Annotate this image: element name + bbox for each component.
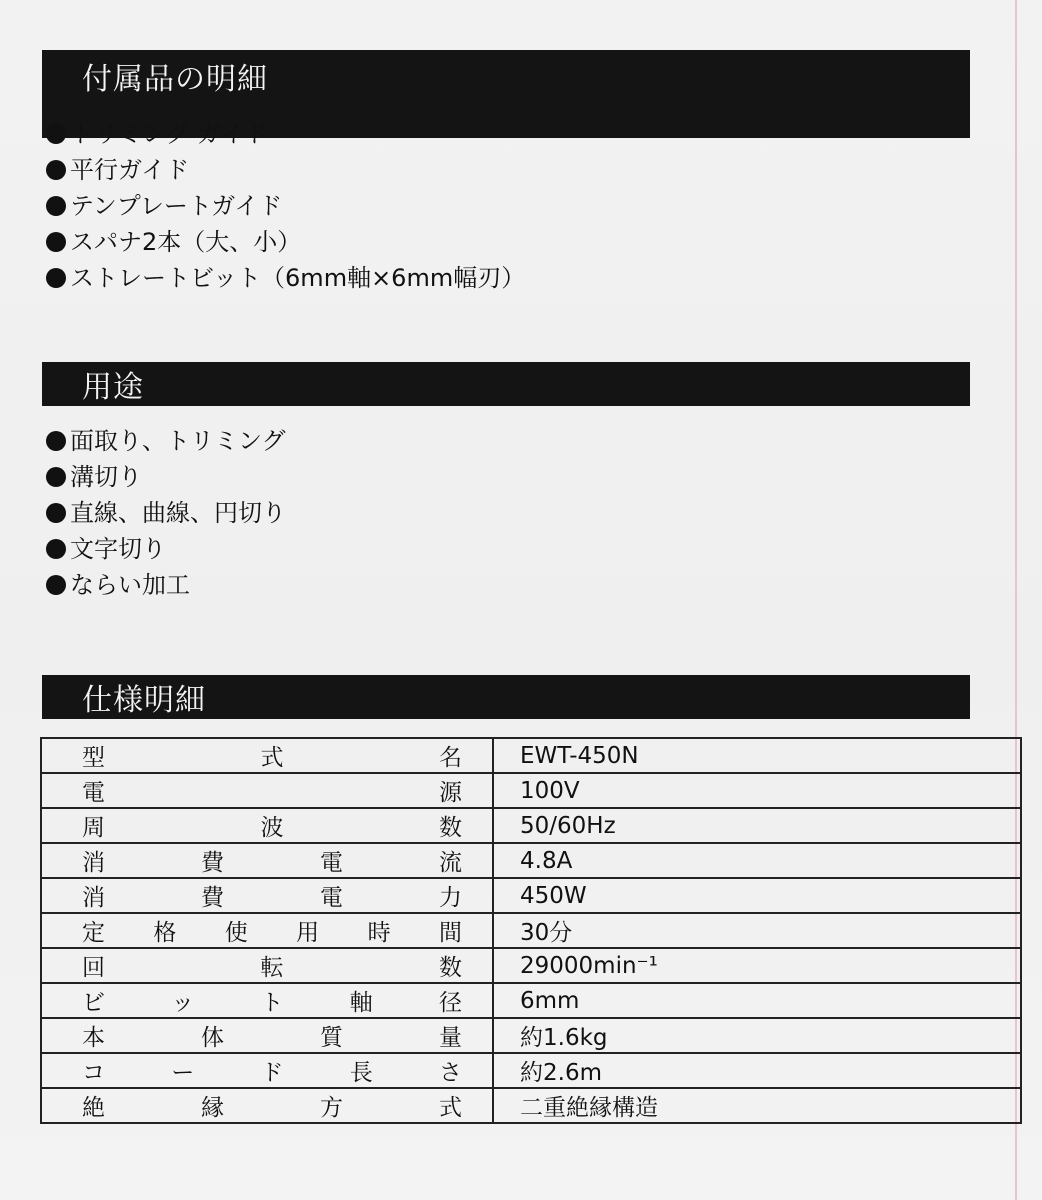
bullet-icon (46, 575, 66, 595)
use-item-label: 文字切り (70, 535, 166, 563)
spec-label-char: 使 (224, 920, 248, 946)
spec-label-char: 名 (439, 745, 462, 771)
spec-label (41, 843, 493, 878)
spec-label-char: コ (82, 1060, 105, 1086)
accessory-item (46, 116, 525, 152)
spec-label-char: 時 (367, 920, 391, 946)
spec-value: 30分 (493, 913, 1021, 948)
spec-row (41, 1088, 1021, 1123)
spec-label (41, 948, 493, 983)
use-item (46, 567, 286, 603)
accessory-item-label: スパナ2本（大、小） (70, 228, 302, 256)
spec-row (41, 913, 1021, 948)
spec-label (41, 773, 493, 808)
spec-label-char: 電 (320, 885, 343, 911)
spec-label-char: 量 (439, 1025, 462, 1051)
spec-label-char: ッ (171, 990, 195, 1016)
spec-row (41, 808, 1021, 843)
spec-label (41, 878, 493, 913)
spec-label-char: 回 (82, 955, 105, 981)
specs-heading (42, 675, 970, 719)
spec-label-char: 型 (82, 745, 105, 771)
bullet-icon (46, 124, 66, 144)
bullet-icon (46, 232, 66, 252)
spec-label-char: 費 (201, 850, 224, 876)
spec-label-char: 源 (439, 780, 462, 806)
accessory-item-label: ストレートビット（6mm軸×6mm幅刃） (70, 264, 526, 292)
spec-value: 6mm (493, 983, 1021, 1018)
use-item-label: 直線、曲線、円切り (70, 499, 286, 527)
spec-row (41, 983, 1021, 1018)
spec-label-char: 力 (439, 885, 462, 911)
spec-label (41, 1018, 493, 1053)
specs-title: 仕様明細 (82, 683, 206, 718)
bullet-icon (46, 196, 66, 216)
accessory-item-label: テンプレートガイド (70, 192, 283, 220)
spec-label-char: 式 (260, 745, 284, 771)
uses-list (46, 423, 286, 603)
spec-label-char: 消 (82, 885, 105, 911)
spec-row (41, 1018, 1021, 1053)
spec-row (41, 878, 1021, 913)
spec-label-char: 消 (82, 850, 105, 876)
use-item (46, 423, 286, 459)
bullet-icon (46, 503, 66, 523)
accessory-item (46, 152, 525, 188)
spec-value: 50/60Hz (493, 808, 1021, 843)
spec-row (41, 738, 1021, 773)
spec-label (41, 1088, 493, 1123)
spec-label (41, 913, 493, 948)
spec-value: 100V (493, 773, 1021, 808)
spec-label-char: 数 (439, 815, 462, 841)
spec-label-char: 長 (349, 1060, 373, 1086)
bullet-icon (46, 268, 66, 288)
spec-label-char: 本 (82, 1025, 105, 1051)
spec-label-char: ト (260, 990, 284, 1016)
spec-label-char: ビ (82, 990, 105, 1016)
spec-label-char: 数 (439, 955, 462, 981)
spec-label-char: 用 (296, 920, 320, 946)
use-item (46, 459, 286, 495)
uses-heading (42, 362, 970, 406)
spec-value: 4.8A (493, 843, 1021, 878)
spec-value: 約1.6kg (493, 1018, 1021, 1053)
spec-label-char: 転 (260, 955, 284, 981)
spec-label-char: 体 (201, 1025, 224, 1051)
spec-label-char: 電 (82, 780, 105, 806)
use-item-label: ならい加工 (70, 571, 190, 599)
spec-label-char: 周 (82, 815, 105, 841)
accessory-item (46, 260, 525, 296)
spec-label-char: 方 (320, 1095, 343, 1121)
spec-label-char: 間 (438, 920, 462, 946)
spec-label-char: 質 (320, 1025, 343, 1051)
spec-label-char: 流 (439, 850, 462, 876)
spec-value: 約2.6m (493, 1053, 1021, 1088)
spec-label-char: 電 (320, 850, 343, 876)
spec-label-char: ド (260, 1060, 284, 1086)
bullet-icon (46, 467, 66, 487)
spec-label-char: 波 (260, 815, 284, 841)
spec-label-char: 軸 (349, 990, 373, 1016)
spec-label-char: 定 (82, 920, 105, 946)
use-item-label: 面取り、トリミング (70, 427, 286, 455)
spec-row (41, 773, 1021, 808)
spec-row (41, 1053, 1021, 1088)
bullet-icon (46, 539, 66, 559)
accessory-item (46, 188, 525, 224)
accessory-item-label: 平行ガイド (70, 156, 190, 184)
spec-row (41, 843, 1021, 878)
spec-value: EWT-450N (493, 738, 1021, 773)
spec-label (41, 738, 493, 773)
spec-label (41, 1053, 493, 1088)
spec-label-char: 格 (153, 920, 177, 946)
spec-label-char: さ (439, 1060, 462, 1086)
accessories-title: 付属品の明細 (82, 62, 268, 97)
use-item (46, 495, 286, 531)
uses-title: 用途 (82, 370, 144, 405)
spec-label-char: 費 (201, 885, 224, 911)
spec-label-char: 絶 (82, 1095, 105, 1121)
bullet-icon (46, 160, 66, 180)
spec-value: 450W (493, 878, 1021, 913)
bullet-icon (46, 431, 66, 451)
use-item-label: 溝切り (70, 463, 142, 491)
spec-value: 二重絶縁構造 (493, 1088, 1021, 1123)
spec-row (41, 948, 1021, 983)
accessory-item-label: トリミング ガイド (70, 120, 269, 148)
accessory-item (46, 224, 525, 260)
spec-label-char: ー (171, 1060, 195, 1086)
accessories-list (46, 116, 525, 296)
spec-label-char: 径 (439, 990, 462, 1016)
use-item (46, 531, 286, 567)
spec-value: 29000min⁻¹ (493, 948, 1021, 983)
specs-table (40, 737, 1022, 1124)
spec-label-char: 縁 (201, 1095, 224, 1121)
spec-label (41, 983, 493, 1018)
spec-label (41, 808, 493, 843)
spec-label-char: 式 (439, 1095, 462, 1121)
